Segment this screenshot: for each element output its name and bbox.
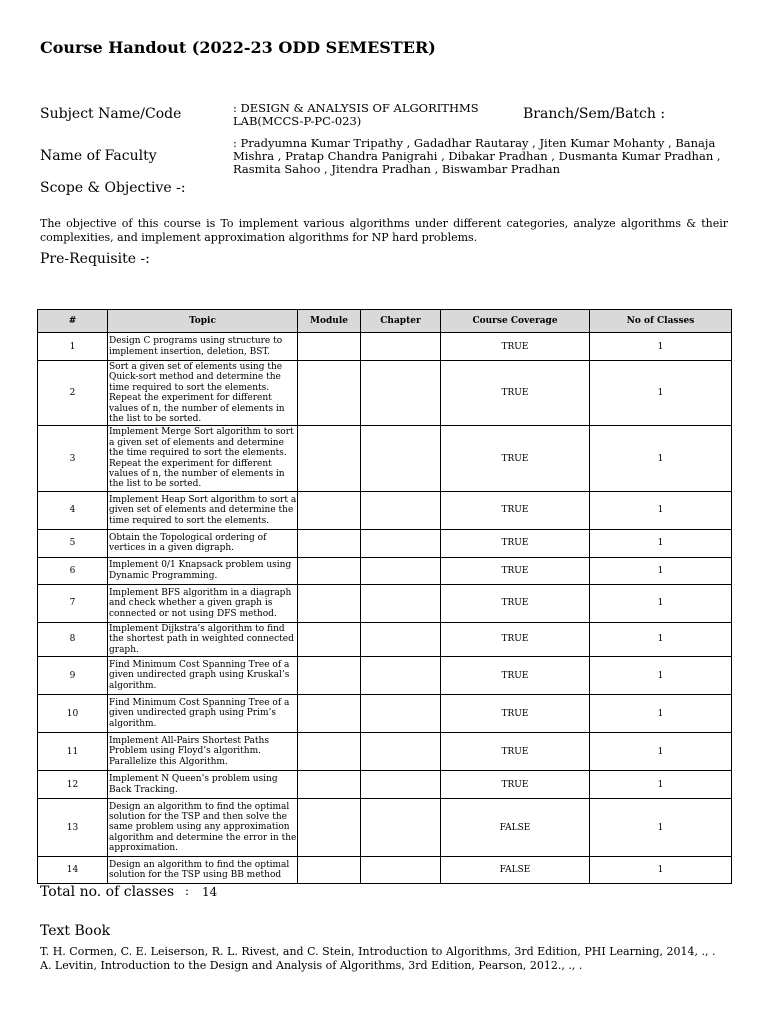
row-chapter xyxy=(361,491,441,529)
row-number: 13 xyxy=(38,799,108,857)
header-module: Module xyxy=(298,310,361,333)
header-chapter: Chapter xyxy=(361,310,441,333)
row-chapter xyxy=(361,695,441,733)
row-classes: 1 xyxy=(590,361,732,426)
row-classes: 1 xyxy=(590,584,732,622)
row-classes: 1 xyxy=(590,799,732,857)
row-classes: 1 xyxy=(590,622,732,656)
row-chapter xyxy=(361,622,441,656)
row-module xyxy=(298,584,361,622)
row-classes: 1 xyxy=(590,557,732,584)
row-chapter xyxy=(361,426,441,491)
row-number: 2 xyxy=(38,361,108,426)
row-number: 4 xyxy=(38,491,108,529)
row-classes: 1 xyxy=(590,491,732,529)
row-classes: 1 xyxy=(590,529,732,557)
row-coverage: TRUE xyxy=(441,733,590,771)
textbook-list xyxy=(40,945,716,973)
row-coverage: TRUE xyxy=(441,622,590,656)
row-chapter xyxy=(361,529,441,557)
row-number: 10 xyxy=(38,695,108,733)
row-number: 7 xyxy=(38,584,108,622)
row-chapter xyxy=(361,799,441,857)
table-row xyxy=(38,733,732,771)
course-table xyxy=(37,309,732,884)
row-module xyxy=(298,361,361,426)
textbook-item: A. Levitin, Introduction to the Design and Analysis of Algorithms, 3rd Edition, Pearson, 2012., ., . xyxy=(40,959,583,972)
page-title: Course Handout (2022-23 ODD SEMESTER) xyxy=(40,38,436,57)
row-topic: Implement BFS algorithm in a diagraph and check whether a given graph is connected or not using DFS method. xyxy=(108,584,298,622)
table-row xyxy=(38,529,732,557)
row-chapter xyxy=(361,333,441,361)
row-topic: Design an algorithm to find the optimal solution for the TSP using BB method xyxy=(108,857,298,884)
row-classes: 1 xyxy=(590,733,732,771)
prerequisite-label: Pre-Requisite -: xyxy=(40,251,150,267)
row-topic: Obtain the Topological ordering of vertices in a given digraph. xyxy=(108,529,298,557)
row-number: 14 xyxy=(38,857,108,884)
branch-label: Branch/Sem/Batch : xyxy=(523,106,666,122)
row-number: 9 xyxy=(38,657,108,695)
table-header-row xyxy=(38,310,732,333)
row-number: 5 xyxy=(38,529,108,557)
row-coverage: TRUE xyxy=(441,771,590,799)
row-topic: Implement Dijkstra’s algorithm to find the shortest path in weighted connected graph. xyxy=(108,622,298,656)
faculty-label: Name of Faculty xyxy=(40,148,157,164)
row-chapter xyxy=(361,557,441,584)
row-number: 8 xyxy=(38,622,108,656)
total-classes-label: Total no. of classes xyxy=(40,884,175,900)
table-row xyxy=(38,557,732,584)
subject-label: Subject Name/Code xyxy=(40,106,182,122)
row-coverage: FALSE xyxy=(441,799,590,857)
row-module xyxy=(298,529,361,557)
table-row xyxy=(38,857,732,884)
table-row xyxy=(38,771,732,799)
row-module xyxy=(298,557,361,584)
subject-value: : DESIGN & ANALYSIS OF ALGORITHMS LAB(MCCS-P-PC-023) xyxy=(233,101,479,128)
row-number: 1 xyxy=(38,333,108,361)
table-row xyxy=(38,657,732,695)
row-topic: Find Minimum Cost Spanning Tree of a given undirected graph using Kruskal’s algorithm. xyxy=(108,657,298,695)
row-number: 11 xyxy=(38,733,108,771)
row-coverage: TRUE xyxy=(441,557,590,584)
table-row xyxy=(38,361,732,426)
row-module xyxy=(298,491,361,529)
row-classes: 1 xyxy=(590,426,732,491)
row-classes: 1 xyxy=(590,695,732,733)
row-module xyxy=(298,622,361,656)
row-coverage: FALSE xyxy=(441,857,590,884)
header-coverage: Course Coverage xyxy=(441,310,590,333)
row-topic: Design an algorithm to find the optimal solution for the TSP and then solve the same problem using any approximation algorithm and determine the error in the approximation. xyxy=(108,799,298,857)
row-topic: Implement Merge Sort algorithm to sort a given set of elements and determine the time required to sort the elements. Repeat the experiment for different values of n, the number of elements in the list to be sorted. xyxy=(108,426,298,491)
row-topic: Implement All-Pairs Shortest Paths Problem using Floyd’s algorithm. Parallelize this Algorithm. xyxy=(108,733,298,771)
row-coverage: TRUE xyxy=(441,361,590,426)
row-number: 3 xyxy=(38,426,108,491)
row-chapter xyxy=(361,584,441,622)
row-number: 12 xyxy=(38,771,108,799)
row-classes: 1 xyxy=(590,857,732,884)
table-row xyxy=(38,491,732,529)
row-classes: 1 xyxy=(590,771,732,799)
row-chapter xyxy=(361,657,441,695)
row-module xyxy=(298,733,361,771)
table-row xyxy=(38,695,732,733)
table-row xyxy=(38,333,732,361)
row-chapter xyxy=(361,733,441,771)
row-chapter xyxy=(361,361,441,426)
row-module xyxy=(298,799,361,857)
row-chapter xyxy=(361,771,441,799)
row-coverage: TRUE xyxy=(441,695,590,733)
row-coverage: TRUE xyxy=(441,333,590,361)
row-topic: Design C programs using structure to implement insertion, deletion, BST. xyxy=(108,333,298,361)
row-coverage: TRUE xyxy=(441,491,590,529)
row-module xyxy=(298,333,361,361)
row-classes: 1 xyxy=(590,657,732,695)
row-module xyxy=(298,771,361,799)
row-coverage: TRUE xyxy=(441,657,590,695)
row-number: 6 xyxy=(38,557,108,584)
table-row xyxy=(38,799,732,857)
textbook-item: T. H. Cormen, C. E. Leiserson, R. L. Rivest, and C. Stein, Introduction to Algorithms, 3rd Edition, PHI Learning, 2014, ., . xyxy=(40,945,716,958)
row-coverage: TRUE xyxy=(441,584,590,622)
row-module xyxy=(298,426,361,491)
header-classes: No of Classes xyxy=(590,310,732,333)
scope-label: Scope & Objective -: xyxy=(40,180,186,196)
header-num: # xyxy=(38,310,108,333)
row-coverage: TRUE xyxy=(441,426,590,491)
row-classes: 1 xyxy=(590,333,732,361)
header-topic: Topic xyxy=(108,310,298,333)
row-module xyxy=(298,857,361,884)
objective-text: The objective of this course is To implement various algorithms under different categories, analyze algorithms & their complexities, and implement approximation algorithms for NP hard problems. xyxy=(40,217,728,244)
total-classes-colon: : xyxy=(185,884,190,898)
row-module xyxy=(298,695,361,733)
total-classes-value: 14 xyxy=(202,885,218,899)
table-row xyxy=(38,584,732,622)
faculty-value: : Pradyumna Kumar Tripathy , Gadadhar Rautaray , Jiten Kumar Mohanty , Banaja Mishra , Pratap Chandra Panigrahi , Dibakar Pradhan , Dusmanta Kumar Pradhan , Rasmita Sahoo , Jitendra Pradhan , Biswambar Pradhan xyxy=(233,136,721,176)
row-topic: Find Minimum Cost Spanning Tree of a given undirected graph using Prim’s algorithm. xyxy=(108,695,298,733)
row-coverage: TRUE xyxy=(441,529,590,557)
row-topic: Sort a given set of elements using the Quick-sort method and determine the time required to sort the elements. Repeat the experiment for different values of n, the number of elements in the list to be sorted. xyxy=(108,361,298,426)
row-topic: Implement Heap Sort algorithm to sort a given set of elements and determine the time required to sort the elements. xyxy=(108,491,298,529)
row-topic: Implement N Queen’s problem using Back Tracking. xyxy=(108,771,298,799)
row-module xyxy=(298,657,361,695)
row-chapter xyxy=(361,857,441,884)
textbook-label: Text Book xyxy=(40,923,111,939)
table-row xyxy=(38,622,732,656)
row-topic: Implement 0/1 Knapsack problem using Dynamic Programming. xyxy=(108,557,298,584)
table-row xyxy=(38,426,732,491)
